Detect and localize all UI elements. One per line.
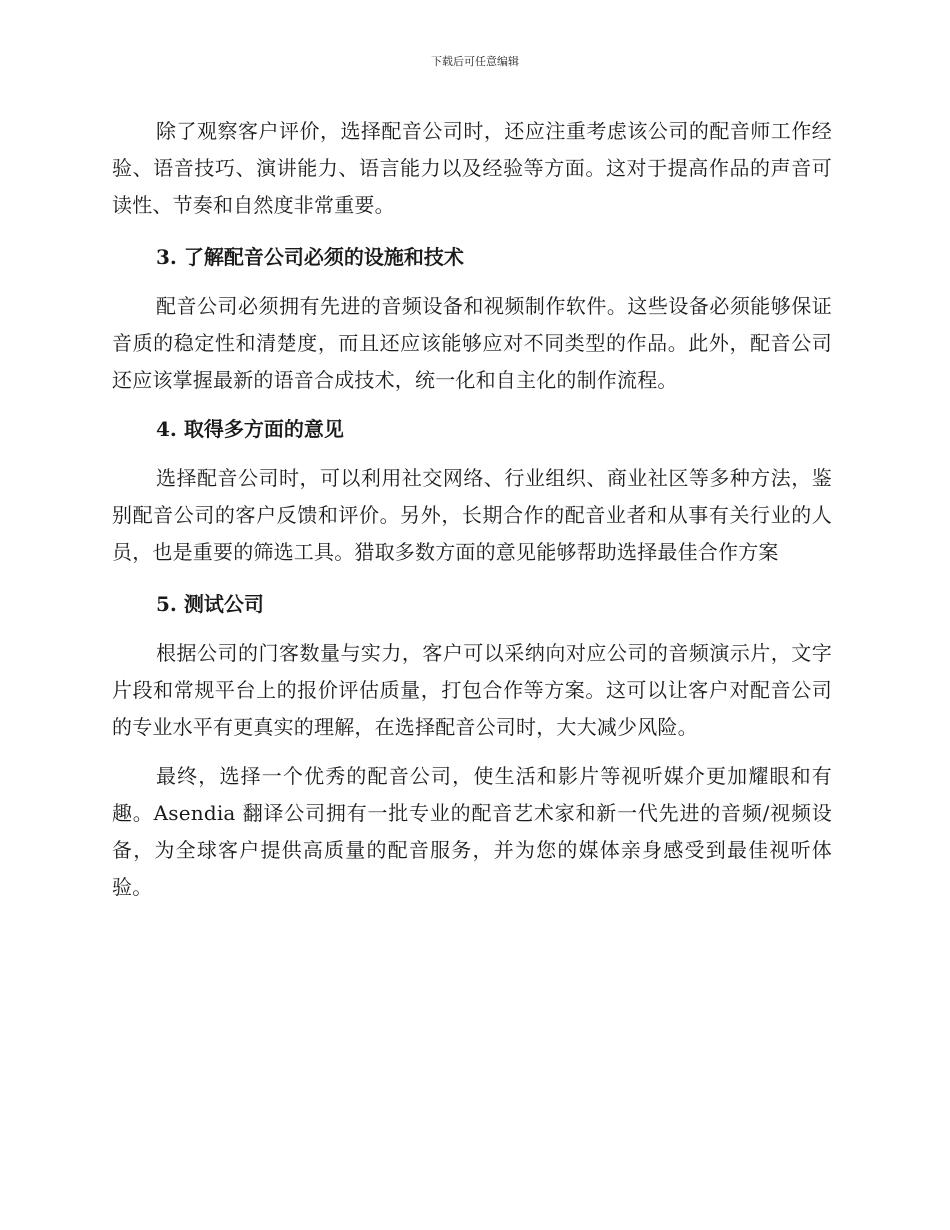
section-heading-facilities: 3. 了解配音公司必须的设施和技术 [156,245,464,269]
paragraph-opinions: 选择配音公司时，可以利用社交网络、行业组织、商业社区等多种方法，鉴别配音公司的客户反馈和评价。另外，长期合作的配音业者和从事有关行业的人员，也是重要的筛选工具。猎取多数方面的意见能够帮助选择最佳合作方案 [112,466,832,564]
section-heading-opinions: 4. 取得多方面的意见 [156,417,344,441]
section-heading-testing: 5. 测试公司 [156,592,264,616]
paragraph-conclusion: 最终，选择一个优秀的配音公司，使生活和影片等视听媒介更加耀眼和有趣。Asendia 翻译公司拥有一批专业的配音艺术家和新一代先进的音频/视频设备，为全球客户提供高质量的配音服务，并为您的媒体亲身感受到最佳视听体验。 [112,764,832,899]
page-header: 下载后可任意编辑 [431,55,519,68]
paragraph-testing: 根据公司的门客数量与实力，客户可以采纳向对应公司的音频演示片，文字片段和常规平台上的报价评估质量，打包合作等方案。这可以让客户对配音公司的专业水平有更真实的理解，在选择配音公司时，大大减少风险。 [112,641,832,739]
paragraph-facilities: 配音公司必须拥有先进的音频设备和视频制作软件。这些设备必须能够保证音质的稳定性和清楚度，而且还应该能够应对不同类型的作品。此外，配音公司还应该掌握最新的语音合成技术，统一化和自主化的制作流程。 [112,294,832,392]
paragraph-voice-actor-experience: 除了观察客户评价，选择配音公司时，还应注重考虑该公司的配音师工作经验、语音技巧、演讲能力、语言能力以及经验等方面。这对于提高作品的声音可读性、节奏和自然度非常重要。 [112,119,832,217]
document-body [112,113,832,906]
